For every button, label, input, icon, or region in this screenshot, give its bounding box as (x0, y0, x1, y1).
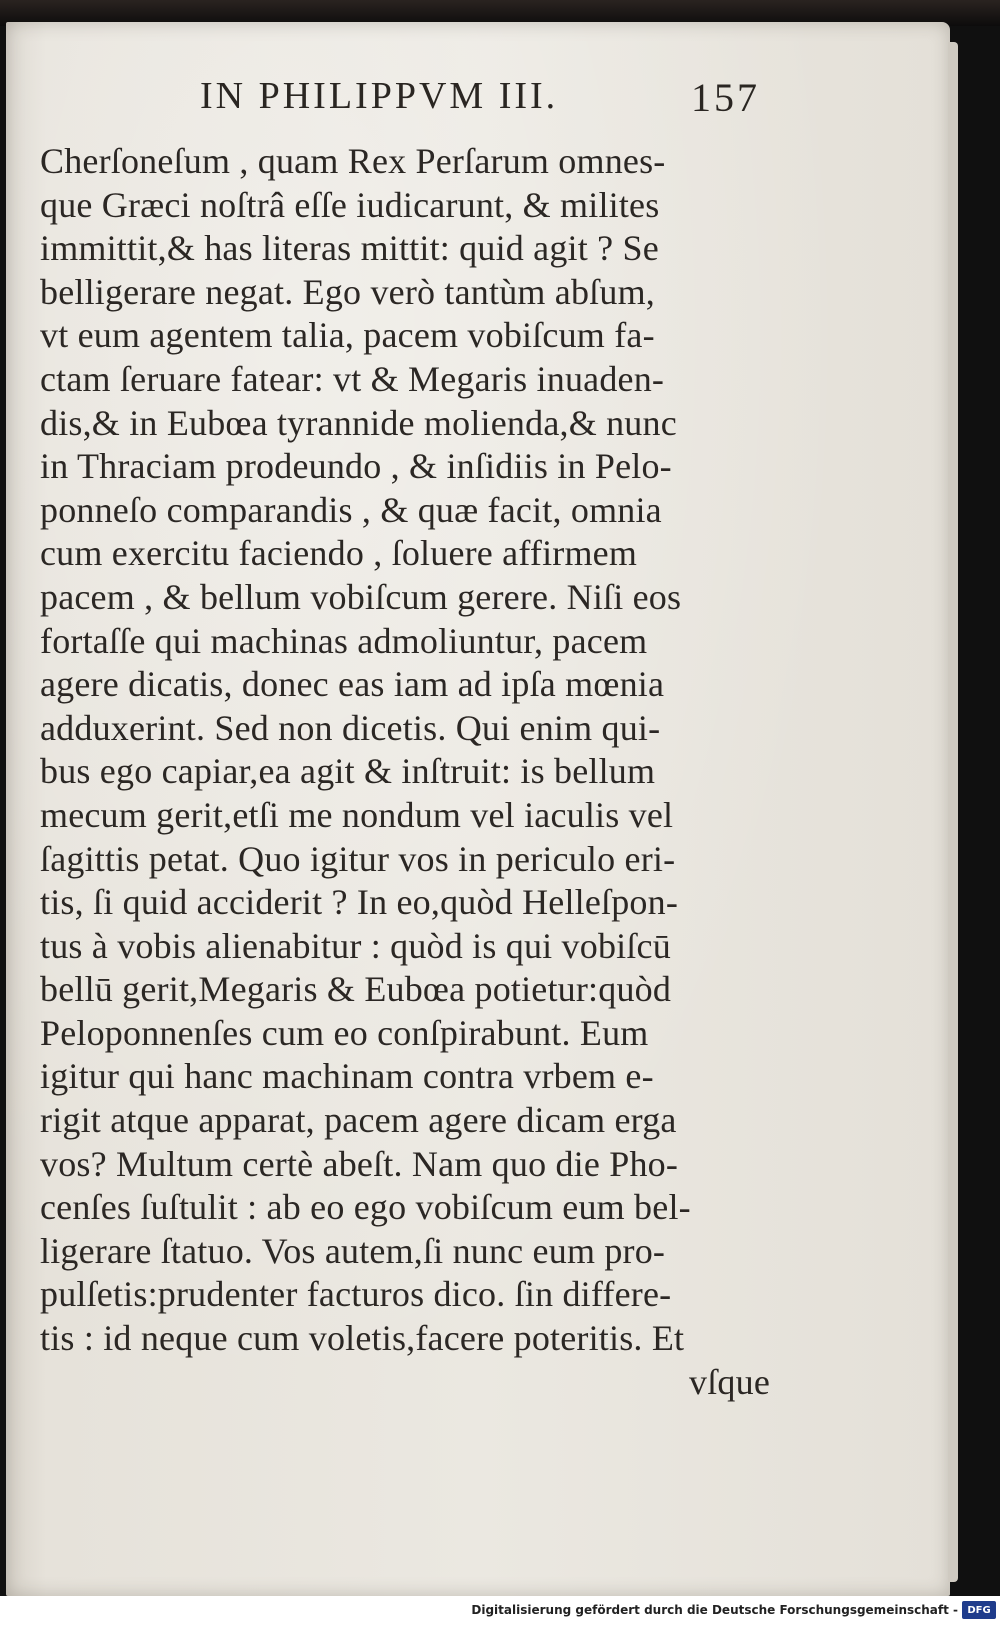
catchword: vſque (689, 1361, 770, 1402)
body-text (40, 140, 770, 1404)
text-line: cenſes ſuſtulit : ab eo ego vobiſcum eum bel- (40, 1187, 691, 1228)
text-line: Cherſoneſum , quam Rex Perſarum omnes- (40, 141, 666, 181)
text-line: mecum gerit,etſi me nondum vel iaculis vel (40, 794, 674, 835)
text-line: Peloponnenſes cum eo conſpirabunt. Eum (40, 1012, 649, 1053)
text-line: rigit atque apparat, pacem agere dicam erga (40, 1100, 677, 1141)
text-line: belligerare negat. Ego verò tantùm abſum, (40, 271, 655, 312)
funding-credit: Digitalisierung gefördert durch die Deutsche Forschungsgemeinschaft - (471, 1603, 958, 1617)
page-number: 157 (691, 75, 760, 120)
text-line: adduxerint. Sed non dicetis. Qui enim qui- (40, 707, 661, 748)
text-line: bellū gerit,Megaris & Eubœa potietur:quòd (40, 969, 672, 1010)
text-line: ponneſo comparandis , & quæ facit, omnia (40, 489, 662, 530)
text-line: in Thraciam prodeundo , & inſidiis in Pelo- (40, 446, 672, 487)
text-line: ligerare ſtatuo. Vos autem,ſi nunc eum pro- (40, 1230, 666, 1271)
text-line: cum exercitu faciendo , ſoluere affirmem (40, 533, 638, 574)
text-line: igitur qui hanc machinam contra vrbem e- (40, 1056, 654, 1097)
text-line: bus ego capiar,ea agit & inſtruit: is bellum (40, 751, 656, 792)
text-line: ctam ſeruare fatear: vt & Megaris inuaden- (40, 358, 665, 399)
running-head-title: IN PHILIPPVM III. (200, 75, 559, 117)
page-edge (948, 42, 958, 1582)
text-line: immittit,& has literas mittit: quid agit ? Se (40, 228, 659, 269)
text-line: dis,& in Eubœa tyrannide molienda,& nunc (40, 402, 677, 443)
text-line: tis, ſi quid acciderit ? In eo,quòd Helleſpon- (40, 882, 679, 923)
running-head (200, 74, 760, 134)
text-line: tus à vobis alienabitur : quòd is qui vobiſcū (40, 925, 671, 966)
text-line: pulſetis:prudenter facturos dico. ſin differe- (40, 1274, 672, 1315)
text-line: fortaſſe qui machinas admoliuntur, pacem (40, 620, 648, 661)
text-line: agere dicatis, donec eas iam ad ipſa mœnia (40, 664, 665, 705)
text-line: vt eum agentem talia, pacem vobiſcum fa- (40, 315, 655, 356)
dfg-logo-icon: DFG (962, 1601, 996, 1619)
text-line: pacem , & bellum vobiſcum gerere. Niſi eos (40, 576, 682, 617)
text-line: vos? Multum certè abeſt. Nam quo die Pho- (40, 1143, 679, 1184)
digitization-footer (0, 1596, 1000, 1627)
text-line: tis : id neque cum voletis,facere poteritis. Et (40, 1318, 685, 1359)
text-line: ſagittis petat. Quo igitur vos in periculo eri- (40, 838, 676, 879)
text-line: que Græci noſtrâ eſſe iudicarunt, & milites (40, 184, 660, 225)
